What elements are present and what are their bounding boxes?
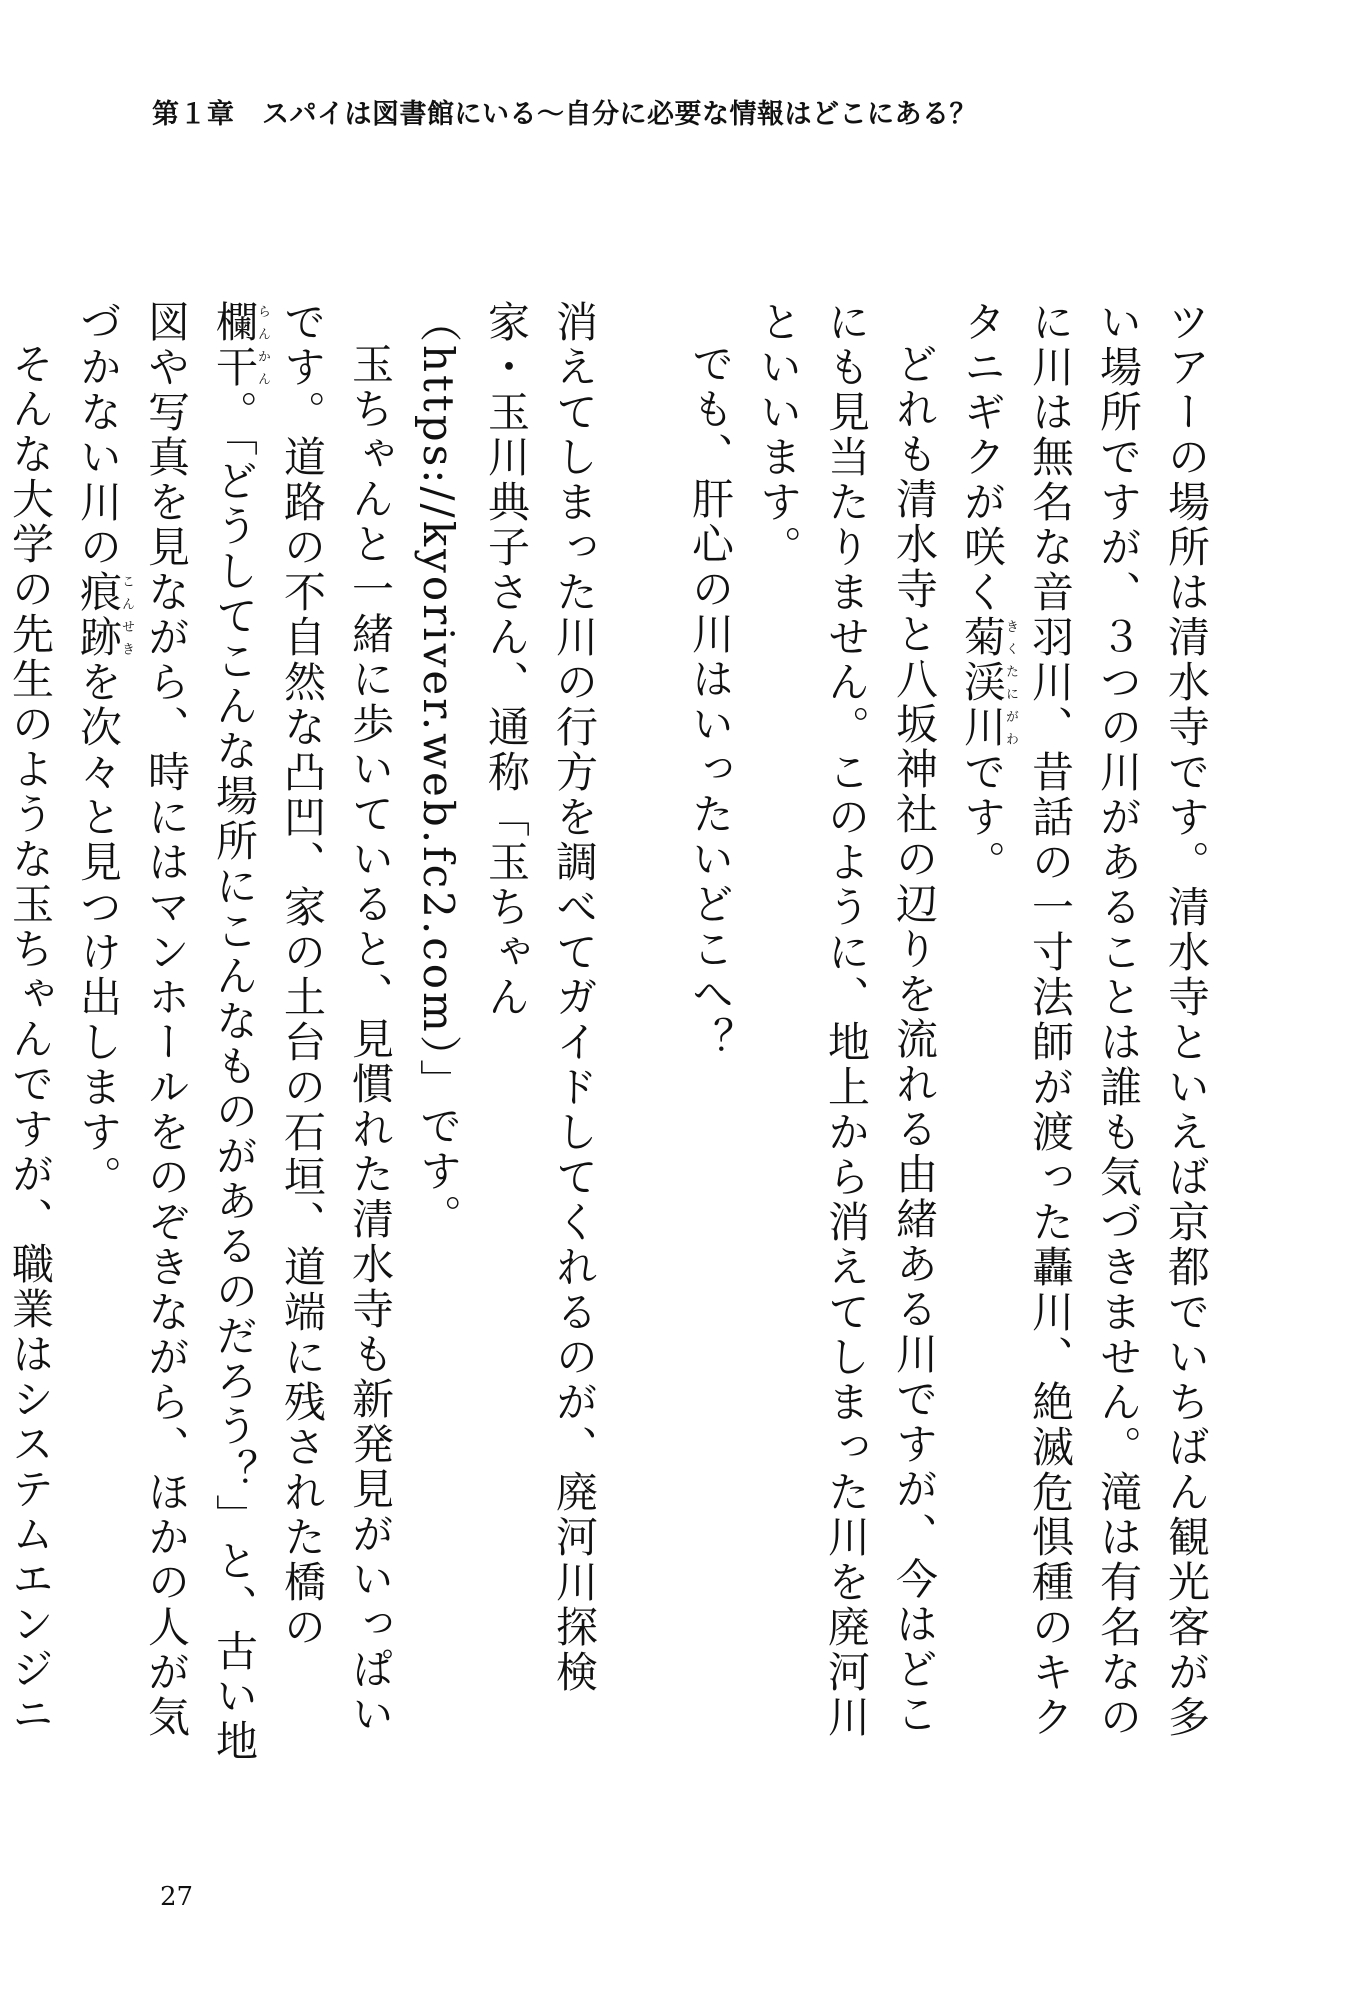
paragraph-1: ツアーの場所は清水寺です。清水寺といえば京都でいちばん観光客が多い場所ですが、３つの川があることは誰も気づきません。滝は有名なのに川は無名な音羽川、昔話の一寸法師が渡った轟川、絶滅危惧種のキクタニギクが咲く菊渓川きくたにがわです。 (958, 300, 1211, 1740)
paragraph-2: どれも清水寺と八坂神社の辺りを流れる由緒ある川ですが、今はどこにも見当たりません。このように、地上から消えてしまった川を廃河川といいます。 (754, 300, 939, 1740)
ruby-konseki: 痕跡こんせき (74, 570, 134, 660)
ruby-rankan: 欄干らんかん (210, 300, 270, 390)
page-number: 27 (160, 1882, 194, 1912)
running-header-chapter-title: 第１章 スパイは図書館にいる〜自分に必要な情報はどこにある？ (152, 99, 977, 130)
paragraph-6: そんな大学の先生のような玉ちゃんですが、職業はシステムエンジニ (6, 342, 55, 1737)
paragraph-3: でも、肝心の川はいったいどこへ？ (686, 342, 735, 1062)
paragraph-5: 玉ちゃんと一緒に歩いていると、見慣れた清水寺も新発見がいっぱいです。道路の不自然な凸凹、家の土台の石垣、道端に残された橋の欄干らんかん。「どうしてこんな場所にこんなものがあるのだろう？」と、古い地図や写真を見ながら、時にはマンホールをのぞきながら、ほかの人が気づかない川の痕跡こんせきを次々と見つけ出します。 (74, 300, 395, 1764)
ruby-kikutanigawa: 菊渓川きくたにがわ (958, 615, 1018, 750)
paragraph-4: 消えてしまった川の行方を調べてガイドしてくれるのが、廃河川探検家・玉川典子さん、通称「玉ちゃん（https://kyoriver.web.fc2.com）」です。 (414, 300, 599, 1695)
vertical-body-text (6, 300, 1220, 1780)
